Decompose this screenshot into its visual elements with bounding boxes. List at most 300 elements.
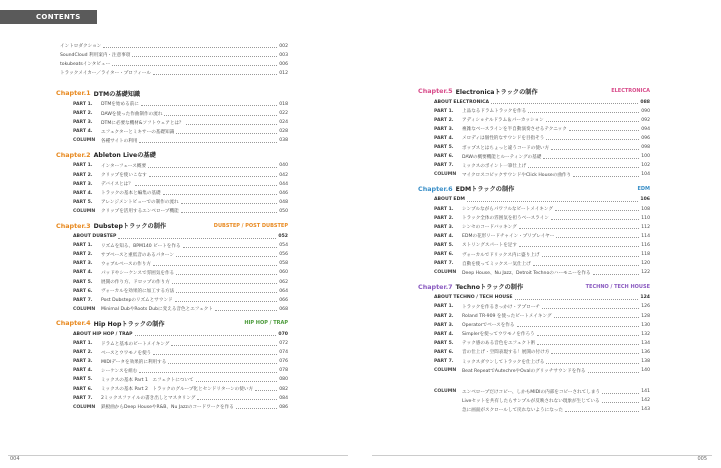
toc-entry (73, 349, 288, 357)
entry-title: Operatorでベースを作る (462, 323, 515, 329)
dot-leader (181, 200, 278, 204)
page-ref: 100 (641, 154, 650, 160)
toc-entry (73, 207, 288, 215)
page-ref: 086 (279, 404, 288, 410)
part-label: PART 7. (434, 359, 454, 364)
dot-leader (515, 296, 639, 300)
part-label: PART 4. (434, 233, 454, 239)
dot-leader (491, 100, 638, 104)
dot-leader (148, 164, 277, 168)
toc-entry (434, 303, 650, 311)
part-label: PART 2. (73, 252, 93, 258)
toc-entry (434, 251, 650, 259)
page-ref: 040 (279, 163, 288, 169)
chapter-number: Chapter.3 (56, 221, 91, 230)
dot-leader (176, 130, 277, 134)
page-ref: 060 (279, 270, 288, 276)
toc-entry (434, 348, 650, 356)
dot-leader (139, 369, 277, 373)
part-label: PART 2. (434, 117, 454, 123)
part-label: COLUMN (73, 404, 96, 410)
dot-leader (517, 323, 640, 327)
dot-leader (163, 191, 278, 195)
page-ref: 142 (641, 398, 650, 404)
chapter-number: Chapter.5 (418, 87, 453, 95)
part-label: COLUMN (73, 306, 96, 312)
about-title: ABOUT EDM (434, 197, 465, 203)
part-label: PART 3. (434, 224, 454, 230)
page-ref: 002 (279, 43, 288, 49)
part-label: PART 2. (434, 313, 454, 319)
entry-title: ポップスとはちょっと違うコードの使い方 (462, 145, 550, 151)
page-ref: 056 (279, 252, 288, 258)
dot-leader (556, 234, 639, 238)
toc-entry (73, 287, 288, 295)
genre-tag: DUBSTEP / POST DUBSTEP (213, 222, 288, 229)
toc-entry (73, 189, 288, 197)
footer-rule-left (8, 455, 348, 456)
page-ref: 102 (641, 163, 650, 169)
toc-entry (434, 107, 650, 115)
part-label: PART 7. (73, 395, 93, 401)
part-label: COLUMN (434, 172, 457, 178)
toc-entry (434, 171, 650, 179)
toc-entry (73, 367, 288, 375)
dot-leader (554, 314, 640, 318)
page-number-left: 004 (10, 456, 20, 462)
dot-leader (153, 71, 277, 75)
part-label: PART 1. (434, 206, 454, 212)
part-label: PART 4. (434, 331, 454, 337)
entry-title: シンセのコードバッキング (462, 225, 517, 231)
dot-leader (153, 262, 277, 266)
part-label: PART 4. (73, 190, 93, 196)
chapter-number: Chapter.1 (56, 89, 91, 98)
genre-tag: EDM (637, 185, 650, 192)
dot-leader (236, 405, 277, 409)
page-ref: 128 (641, 313, 650, 319)
dot-leader (555, 207, 639, 211)
toc-entry (73, 269, 288, 277)
part-label: PART 4. (73, 270, 93, 276)
entry-title: トラックを作るきっかけ・アプローチ (462, 304, 541, 310)
entry-title: インターフェース概要 (101, 163, 147, 169)
page-ref: 068 (279, 306, 288, 312)
entry-title: Minimal DubやRoots Dubに変える音色とエフェクト (101, 307, 213, 313)
chapter-heading (56, 221, 288, 231)
toc-entry (73, 278, 288, 286)
part-label: PART 4. (73, 129, 93, 135)
toc-entry (434, 241, 650, 249)
about-title: ABOUT TECHNO / TECH HOUSE (434, 295, 513, 301)
dot-leader (197, 396, 277, 400)
page-ref: 028 (279, 129, 288, 135)
toc-entry (73, 403, 288, 411)
toc-entry (434, 330, 650, 338)
part-label: PART 6. (73, 386, 93, 392)
toc-entry (434, 232, 650, 240)
dot-leader (602, 399, 640, 403)
about-entry (434, 196, 650, 204)
toc-entry (434, 205, 650, 213)
page-ref: 003 (279, 52, 288, 58)
page-ref: 090 (641, 108, 650, 114)
part-label: PART 4. (73, 368, 93, 374)
dot-leader (588, 369, 640, 373)
page-ref: 078 (279, 368, 288, 374)
entry-title: Simplerを使ってウワモノを作ろう (462, 332, 535, 338)
entry-title: パッドやシーケンスで雰囲気を作る (101, 270, 175, 276)
entry-title: リズムを知る、BPM140 ビートを作る (101, 243, 181, 249)
page-ref: 141 (641, 389, 650, 395)
dot-leader (255, 387, 277, 391)
dot-leader (172, 280, 277, 284)
chapter-title: DTMの基礎知識 (93, 90, 141, 98)
dot-leader (175, 298, 278, 302)
part-label: COLUMN (434, 270, 457, 276)
dot-leader (542, 253, 640, 257)
part-label: PART 2. (73, 111, 93, 116)
part-label: PART 4. (434, 135, 454, 141)
dot-leader (519, 225, 639, 229)
chapter-title: Technoトラックの制作 (455, 284, 524, 292)
page-ref: 048 (279, 199, 288, 205)
entry-title: DTMに必要な機材&ソフトウェアとは？ (101, 120, 184, 126)
page-number-right: 005 (697, 456, 707, 462)
page-ref: 044 (279, 181, 288, 187)
entry-title: 音の仕上げ・空間表現する！展開の付け方 (462, 350, 550, 356)
dot-leader (602, 390, 639, 394)
part-label: PART 7. (73, 297, 93, 303)
entry-title: ヴォーカルを効果的に加工する方法 (101, 289, 175, 295)
toc-entry (73, 137, 288, 145)
dot-leader (543, 155, 639, 159)
part-label: COLUMN (73, 208, 96, 214)
entry-title: エンベロープだけコピー、しかもMIDIの内部をコピーされてしまう (462, 389, 601, 395)
part-label: PART 6. (434, 154, 454, 160)
dot-leader (551, 216, 639, 220)
dot-leader (139, 139, 277, 143)
about-title: ABOUT DUBSTEP (73, 234, 117, 239)
part-label: PART 5. (73, 279, 93, 285)
page-ref: 132 (641, 331, 650, 337)
page-ref: 098 (641, 145, 650, 150)
extra-entry (434, 397, 650, 405)
toc-entry (73, 394, 288, 402)
dot-leader (132, 53, 277, 57)
dot-leader (141, 102, 277, 106)
toc-entry (434, 125, 650, 133)
intro-entry (60, 60, 288, 68)
part-label: PART 1. (73, 101, 93, 107)
entry-title: 鉄板曲からDeep HouseやR&B、Nu Jazzのコードワークを作る (101, 405, 234, 411)
chapter-number: Chapter.6 (418, 184, 453, 193)
entry-title: 2ミックスファイルの書き出しとマスタリング (101, 396, 196, 402)
entry-title: トラックの基本と編集の基礎 (101, 191, 161, 197)
chapter-heading (418, 86, 650, 96)
page-ref: 050 (279, 208, 288, 214)
page-ref: 118 (641, 252, 650, 257)
part-label: PART 5. (73, 377, 93, 383)
about-entry (434, 294, 650, 302)
about-entry (434, 98, 650, 106)
genre-tag: TECHNO / TECH HOUSE (585, 283, 650, 290)
about-entry (73, 233, 288, 241)
page-ref: 064 (279, 288, 288, 294)
part-label: PART 5. (73, 199, 93, 205)
part-label: PART 7. (434, 163, 454, 169)
about-title: ABOUT ELECTRONICA (434, 99, 490, 105)
page-ref: 042 (279, 172, 288, 178)
page-ref: 046 (279, 190, 288, 196)
part-label: COLUMN (434, 389, 457, 395)
dot-leader (176, 253, 277, 257)
entry-title: 自動を使ってミックス一気仕上げ (462, 261, 531, 267)
chapter-heading (418, 184, 650, 194)
toc-entry (73, 340, 288, 348)
entry-title: tokubeatsインタビュー (60, 62, 111, 68)
entry-title: 上品なるドラムトラックを作る (462, 109, 527, 115)
chapter-heading (56, 88, 288, 98)
part-label: PART 6. (434, 349, 454, 355)
page-ref: 122 (641, 270, 650, 276)
dot-leader (528, 109, 639, 113)
dot-leader (181, 209, 278, 213)
page-ref: 088 (640, 99, 650, 105)
about-entry (73, 330, 288, 338)
dot-leader (546, 136, 639, 140)
part-label: PART 3. (73, 261, 93, 267)
entry-title: クリップを使いこなす (101, 173, 147, 178)
part-label: PART 2. (73, 172, 93, 178)
extra-entry (434, 388, 650, 396)
page-ref: 072 (279, 341, 288, 346)
part-label: PART 2. (73, 350, 93, 356)
entry-title: 各種サイトの利用 (101, 138, 138, 144)
entry-title: ストリングスパートを足す (462, 243, 517, 249)
page-ref: 116 (641, 242, 650, 248)
part-label: PART 3. (434, 126, 454, 132)
dot-leader (537, 332, 640, 336)
page-ref: 084 (279, 395, 288, 401)
page-ref: 114 (641, 233, 650, 239)
toc-entry (73, 260, 288, 268)
chapter-title: Ableton Liveの基礎 (93, 152, 156, 160)
entry-title: ベースとウワモノを使う (101, 350, 152, 356)
dot-leader (149, 173, 277, 177)
chapter-number: Chapter.7 (418, 282, 453, 291)
part-label: PART 1. (434, 108, 454, 114)
page-ref: 022 (279, 111, 288, 116)
entry-title: ミックスダウンしてトラックを仕上げる (462, 359, 545, 365)
dot-leader (176, 289, 277, 293)
page-ref: 006 (279, 61, 288, 67)
entry-title: Beat RepeatでAutechreやOvalのグリッチサウンドを作る (462, 368, 586, 374)
toc-entry (434, 144, 650, 152)
toc-entry (434, 134, 650, 142)
part-label: PART 6. (434, 252, 454, 257)
page-ref: 062 (279, 279, 288, 285)
entry-title: 急に画面がスクロールして戻れないようになった (462, 407, 563, 413)
genre-tag: HIP HOP / TRAP (244, 320, 288, 327)
part-label: PART 1. (73, 163, 93, 169)
page-ref: 120 (641, 261, 650, 267)
toc-entry (73, 198, 288, 206)
dot-leader (565, 408, 639, 412)
part-label: PART 6. (73, 288, 93, 294)
entry-title: Roland TR-909 を使ったビートメイキング (462, 314, 552, 319)
toc-entry (73, 180, 288, 188)
page-ref: 136 (641, 349, 650, 355)
contents-header: CONTENTS (0, 10, 97, 24)
entry-title: ミックスの基本 Part 1 エフェクトについて (101, 377, 194, 383)
dot-leader (546, 118, 639, 122)
dot-leader (528, 164, 639, 168)
chapter-title: Electronicaトラックの制作 (455, 88, 538, 96)
dot-leader (118, 235, 276, 239)
page-ref: 138 (641, 359, 650, 364)
toc-entry (434, 367, 650, 375)
part-label: PART 1. (434, 304, 454, 310)
chapter-number: Chapter.2 (56, 150, 91, 159)
part-label: PART 2. (434, 215, 454, 221)
entry-title: DTMを始める前に (101, 102, 139, 108)
page-ref: 094 (641, 126, 650, 132)
dot-leader (171, 342, 277, 346)
dot-leader (537, 341, 639, 345)
entry-title: アディショナルドラム＆パーカッション (462, 118, 544, 124)
entry-title: マイクロスコピックサウンドやClick Houseの曲作り (462, 172, 572, 178)
entry-title: ヴォーカルでドリックス内に盛り上げ (462, 252, 540, 258)
part-label: PART 3. (73, 120, 93, 126)
page-ref: 143 (641, 407, 650, 413)
page-ref: 052 (278, 234, 288, 239)
toc-entry (434, 321, 650, 329)
toc-entry (73, 251, 288, 259)
toc-entry (73, 128, 288, 136)
entry-title: クリップを活用するエンベロープ機能 (101, 209, 179, 215)
page-ref: 080 (279, 377, 288, 383)
entry-title: DAWを使った作曲制作の流れ (101, 111, 163, 117)
page-ref: 054 (279, 243, 288, 249)
toc-entry (73, 242, 288, 250)
page-ref: 058 (279, 261, 288, 267)
dot-leader (467, 198, 638, 202)
page-ref: 024 (279, 120, 288, 126)
toc-entry (73, 119, 288, 127)
chapter-heading (418, 282, 650, 292)
toc-entry (73, 358, 288, 366)
entry-title: 複雑なベースラインを半自動演奏させるテクニック (462, 127, 567, 133)
dot-leader (103, 44, 277, 48)
toc-entry (434, 162, 650, 170)
dot-leader (168, 360, 277, 364)
entry-title: ミックスのポイント一筆仕上げ (462, 163, 527, 169)
chapter-title: Hip Hopトラックの制作 (93, 320, 165, 328)
dot-leader (546, 360, 639, 364)
entry-title: Liveセットを共有したらサンプルが反映されない現象が生じている (462, 398, 600, 404)
chapter-heading (56, 318, 288, 328)
page-ref: 074 (279, 350, 288, 356)
part-label: PART 7. (434, 261, 454, 267)
entry-title: Deep House、Nu Jazz、Detroit Technoのハーモニーを作る (462, 270, 591, 276)
entry-title: トラックメイカー／ライター・プロフィール (60, 71, 151, 77)
dot-leader (135, 332, 277, 336)
entry-title: アレンジメントビューでの制作の流れ (101, 200, 179, 206)
entry-title: サブベースと重低音のあるパターン (101, 252, 174, 258)
toc-entry (434, 269, 650, 277)
entry-title: トラック全体の雰囲気を担うベースライン (462, 216, 549, 222)
entry-title: ドラムと基本のビートメイキング (101, 341, 170, 347)
toc-entry (434, 358, 650, 366)
dot-leader (551, 146, 639, 150)
part-label: PART 1. (73, 243, 93, 249)
toc-entry (434, 260, 650, 268)
entry-title: イントロダクション (60, 44, 102, 49)
page-ref: 092 (641, 117, 650, 123)
dot-leader (593, 271, 640, 275)
chapter-title: EDMトラックの制作 (455, 186, 515, 194)
dot-leader (542, 305, 639, 309)
page-ref: 134 (641, 340, 650, 346)
intro-entry (60, 51, 288, 59)
intro-entry (60, 69, 288, 77)
dot-leader (196, 378, 278, 382)
page-ref: 130 (641, 322, 650, 328)
intro-entry (60, 42, 288, 50)
dot-leader (519, 243, 639, 247)
part-label: PART 5. (434, 340, 454, 346)
part-label: PART 1. (73, 341, 93, 346)
dot-leader (573, 173, 639, 177)
entry-title: シーケンスを組む (101, 368, 138, 374)
part-label: PART 3. (434, 322, 454, 328)
extra-entry (434, 406, 650, 414)
part-label: PART 3. (73, 181, 93, 187)
entry-title: Post Dubstepのリズムとサウンド (101, 298, 173, 304)
page-ref: 082 (279, 386, 288, 392)
part-label: PART 5. (434, 242, 454, 248)
toc-entry (434, 339, 650, 347)
dot-leader (164, 112, 277, 116)
genre-tag: ELECTRONICA (611, 88, 650, 94)
entry-title: SoundCloud 利用案内・注意事項 (60, 53, 131, 59)
entry-title: EDMの花形リードチャイン・プリプレイヤー (462, 234, 555, 240)
footer-rule-right (372, 455, 712, 456)
entry-title: 展開の作り方、ドロップの作り方 (101, 280, 170, 285)
entry-title: ウォブルベースの作り方 (101, 261, 151, 267)
entry-title: シンプルながらパワフルなビートメイキング (462, 207, 553, 212)
chapter-number: Chapter.4 (56, 319, 91, 328)
entry-title: テック感のある音色をエフェクト術 (462, 341, 536, 347)
page-ref: 038 (279, 138, 288, 144)
chapter-heading (56, 150, 288, 160)
toc-entry (73, 385, 288, 393)
part-label: COLUMN (434, 368, 457, 374)
toc-entry (434, 312, 650, 320)
entry-title: エフェクターとミキサーの基礎知識 (101, 129, 175, 135)
entry-title: メロディは個性的なサウンドを目指そう (462, 136, 545, 142)
chapter-title: Dubstepトラックの制作 (93, 223, 167, 230)
toc-entry (73, 376, 288, 384)
entry-title: MIDIデータを効果的に利用する (101, 359, 167, 365)
about-title: ABOUT HIP HOP / TRAP (73, 331, 133, 337)
dot-leader (176, 271, 277, 275)
entry-title: DAWの概要機能とルーティングの基礎 (462, 154, 542, 160)
dot-leader (551, 350, 639, 354)
toc-entry (434, 214, 650, 222)
page-ref: 012 (279, 70, 288, 76)
